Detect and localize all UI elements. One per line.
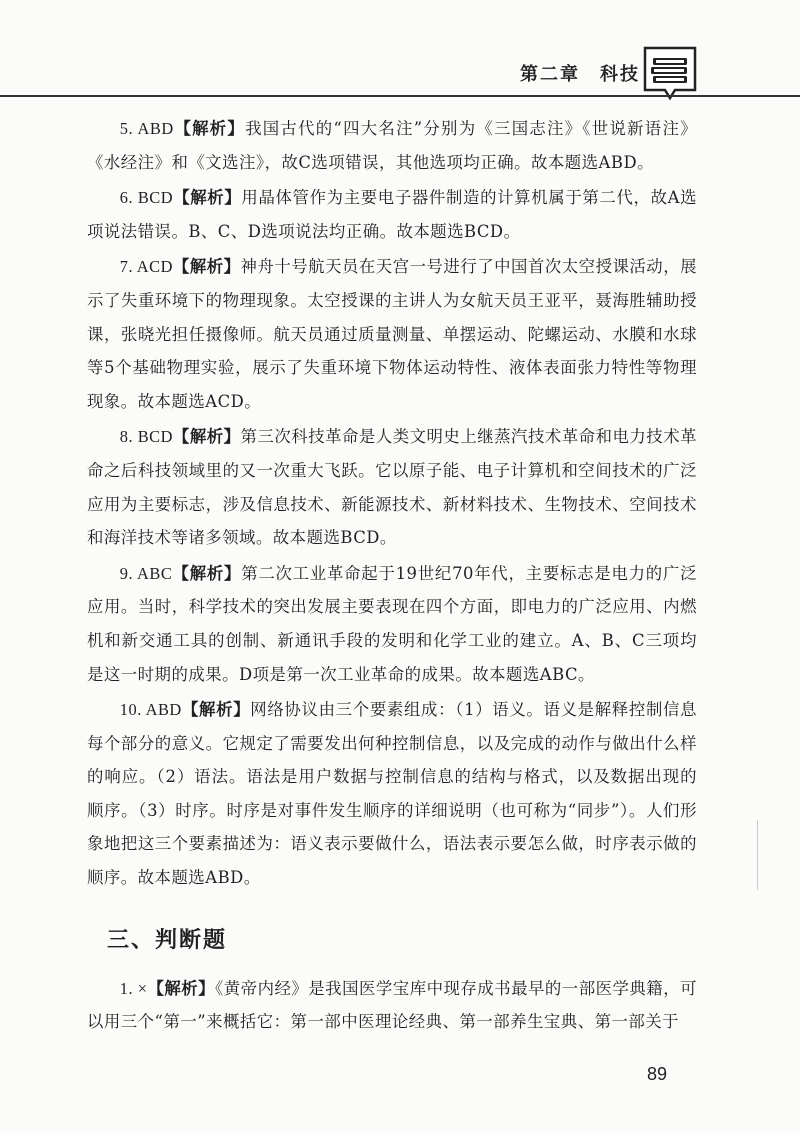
analysis-tag: 【解析】 bbox=[173, 188, 242, 208]
answer-number: 8. BCD bbox=[119, 427, 173, 447]
answer-item bbox=[87, 250, 697, 418]
analysis-tag: 【解析】 bbox=[173, 119, 246, 138]
analysis-tag: 【解析】 bbox=[172, 257, 241, 277]
answer-number: 10. ABD bbox=[119, 700, 182, 720]
answer-item bbox=[87, 181, 697, 248]
page-header bbox=[0, 0, 800, 100]
analysis-tag: 【解析】 bbox=[181, 700, 251, 720]
answer-content bbox=[87, 112, 697, 1041]
answer-item bbox=[87, 420, 697, 554]
answer-text: 第二次工业革命起于19世纪70年代，主要标志是电力的广泛应用。当时，科学技术的突出发展主要表现在四个方面，即电力的广泛应用、内燃机和新交通工具的创制、新通讯手段的发明和化学工业的建立。A、B、C三项均是这一时期的成果。D项是第一次工业革命的成果。故本题选ABC。 bbox=[87, 563, 698, 684]
answer-item bbox=[87, 557, 697, 691]
answer-item bbox=[87, 693, 697, 895]
answer-number: 5. ABD bbox=[119, 119, 174, 138]
answer-number: 7. ACD bbox=[119, 257, 173, 277]
page-number: 89 bbox=[646, 1064, 667, 1084]
section-heading: 三、判断题 bbox=[107, 927, 228, 953]
header-divider bbox=[0, 95, 800, 97]
analysis-tag: 【解析】 bbox=[147, 978, 216, 998]
answer-text: 神舟十号航天员在天宫一号进行了中国首次太空授课活动，展示了失重环境下的物理现象。太空授课的主讲人为女航天员王亚平，聂海胜辅助授课，张晓光担任摄像师。航天员通过质量测量、单摆运动、陀螺运动、水膜和水球等5个基础物理实验，展示了失重环境下物体运动特性、液体表面张力特性等物理现象。故本题选ACD。 bbox=[87, 257, 697, 411]
answer-text: 我国古代的“四大名注”分别为《三国志注》《世说新语注》《水经注》和《文选注》，故C选项错误，其他选项均正确。故本题选ABD。 bbox=[87, 119, 698, 172]
answer-number: 6. BCD bbox=[119, 188, 174, 208]
answer-text: 第三次科技革命是人类文明史上继蒸汽技术革命和电力技术革命之后科技领域里的又一次重大飞跃。它以原子能、电子计算机和空间技术的广泛应用为主要标志，涉及信息技术、新能源技术、新材料技术、生物技术、空间技术和海洋技术等诸多领域。故本题选BCD。 bbox=[87, 427, 697, 548]
answer-item bbox=[87, 972, 697, 1039]
answer-number: 9. ABC bbox=[119, 563, 173, 583]
answer-text: 用晶体管作为主要电子器件制造的计算机属于第二代，故A选项说法错误。B、C、D选项说法均正确。故本题选BCD。 bbox=[87, 188, 697, 241]
chapter-title: 第二章 科技 bbox=[520, 64, 640, 85]
analysis-tag: 【解析】 bbox=[172, 563, 242, 583]
page-edge-mark bbox=[757, 820, 758, 890]
analysis-tag: 【解析】 bbox=[172, 427, 241, 447]
book-stack-icon bbox=[641, 44, 699, 102]
answer-item bbox=[87, 112, 697, 179]
answer-number: 1. × bbox=[119, 978, 148, 998]
answer-text: 网络协议由三个要素组成：（1）语义。语义是解释控制信息每个部分的意义。它规定了需要发出何种控制信息，以及完成的动作与做出什么样的响应。（2）语法。语法是用户数据与控制信息的结构与格式，以及数据出现的顺序。（3）时序。时序是对事件发生顺序的详细说明（也可称为“同步”）。人们形象地把这三个要素描述为：语义表示要做什么，语法表示要怎么做，时序表示做的顺序。故本题选ABD。 bbox=[87, 700, 698, 888]
answer-text: 《黄帝内经》是我国医学宝库中现存成书最早的一部医学典籍，可以用三个“第一”来概括它：第一部中医理论经典、第一部养生宝典、第一部关于 bbox=[87, 978, 698, 1032]
